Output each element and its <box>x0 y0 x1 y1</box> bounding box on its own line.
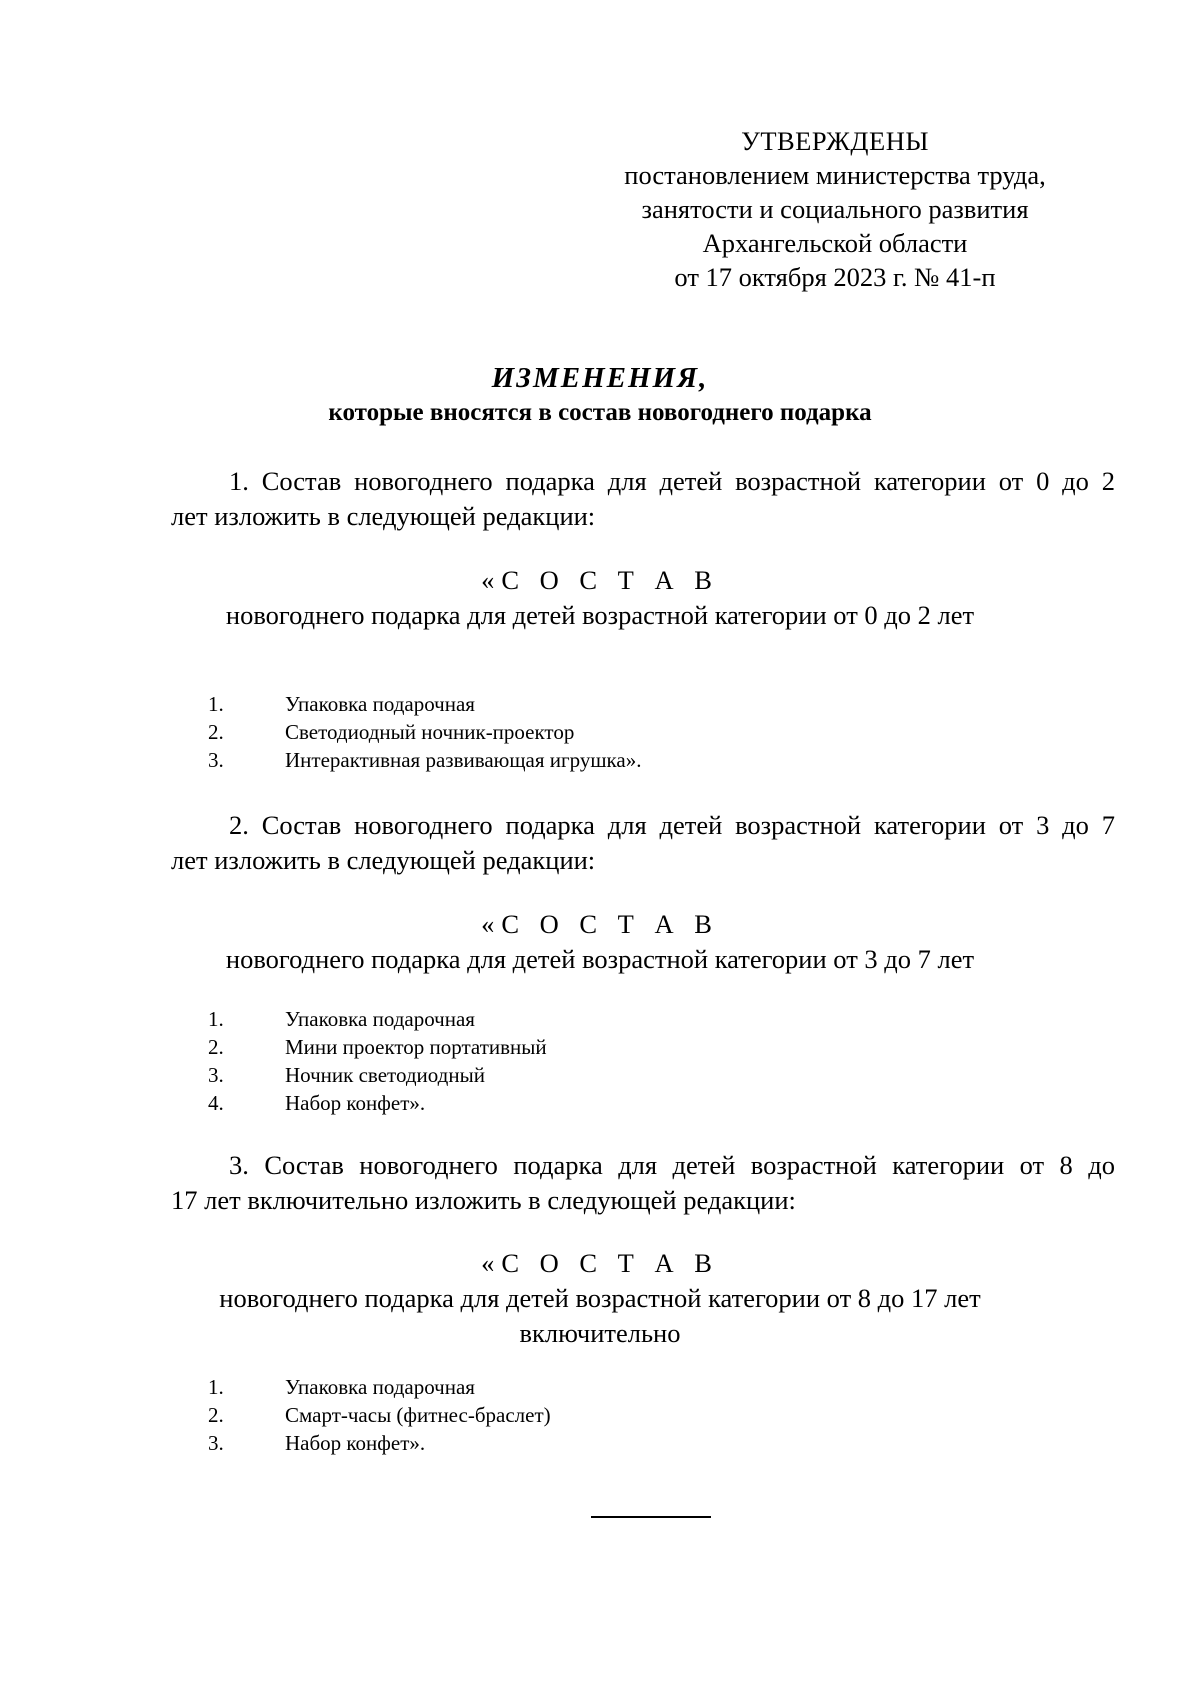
approval-line: Архангельской области <box>702 228 968 258</box>
item-text: Ночник светодиодный <box>285 1063 485 1087</box>
composition-subtitle: новогоднего подарка для детей возрастной категории от 0 до 2 лет <box>225 600 975 630</box>
item-text: Упаковка подарочная <box>285 1007 475 1031</box>
approval-line: постановлением министерства труда, <box>624 160 1046 190</box>
section-3-composition-heading <box>150 1246 1050 1351</box>
document-title: ИЗМЕНЕНИЯ, <box>491 362 709 394</box>
item-number: 2. <box>208 1403 224 1427</box>
item-text: Упаковка подарочная <box>285 692 475 716</box>
approval-title: УТВЕРЖДЕНЫ <box>741 126 929 156</box>
item-number: 3. <box>208 1431 224 1455</box>
paragraph-line: 2. Состав новогоднего подарка для детей возрастной категории от 3 до 7 <box>229 810 1115 840</box>
item-text: Набор конфет». <box>285 1431 426 1455</box>
end-of-document-rule <box>591 1516 711 1518</box>
list-item <box>0 690 1200 718</box>
approval-date-line: от 17 октября 2023 г. № 41-п <box>674 262 996 292</box>
item-number: 3. <box>208 748 224 772</box>
list-item <box>0 1005 1200 1033</box>
list-item <box>0 718 1200 746</box>
item-number: 1. <box>208 1007 224 1031</box>
item-text: Светодиодный ночник-проектор <box>285 720 575 744</box>
approval-line: занятости и социального развития <box>641 194 1029 224</box>
composition-subtitle: новогоднего подарка для детей возрастной категории от 3 до 7 лет <box>225 944 975 974</box>
composition-title: «С О С Т А В <box>481 1248 719 1278</box>
list-item <box>0 746 1200 774</box>
item-number: 2. <box>208 1035 224 1059</box>
list-item <box>0 1033 1200 1061</box>
item-number: 1. <box>208 1375 224 1399</box>
list-item <box>0 1373 1200 1401</box>
item-number: 4. <box>208 1091 224 1115</box>
item-number: 2. <box>208 720 224 744</box>
section-2-paragraph <box>171 808 1115 878</box>
composition-title: «С О С Т А В <box>481 565 719 595</box>
item-number: 3. <box>208 1063 224 1087</box>
item-text: Мини проектор портативный <box>285 1035 547 1059</box>
paragraph-line: лет изложить в следующей редакции: <box>171 845 596 875</box>
section-3-item-list <box>0 1373 1200 1457</box>
list-item <box>0 1429 1200 1457</box>
composition-title: «С О С Т А В <box>481 909 719 939</box>
paragraph-line: лет изложить в следующей редакции: <box>171 501 596 531</box>
document-subtitle: которые вносятся в состав новогоднего подарка <box>328 399 872 426</box>
section-1-composition-heading <box>150 563 1050 633</box>
item-text: Смарт-часы (фитнес-браслет) <box>285 1403 551 1427</box>
paragraph-line: 3. Состав новогоднего подарка для детей возрастной категории от 8 до <box>229 1150 1115 1180</box>
section-1-paragraph <box>171 464 1115 534</box>
section-2-composition-heading <box>150 907 1050 977</box>
item-text: Набор конфет». <box>285 1091 426 1115</box>
section-3-paragraph <box>171 1148 1115 1218</box>
paragraph-line: 17 лет включительно изложить в следующей редакции: <box>171 1185 796 1215</box>
approval-block <box>600 124 1070 294</box>
item-text: Интерактивная развивающая игрушка». <box>285 748 642 772</box>
section-2-item-list <box>0 1005 1200 1117</box>
composition-subtitle: новогоднего подарка для детей возрастной категории от 8 до 17 лет <box>219 1283 981 1313</box>
list-item <box>0 1089 1200 1117</box>
list-item <box>0 1061 1200 1089</box>
list-item <box>0 1401 1200 1429</box>
item-text: Упаковка подарочная <box>285 1375 475 1399</box>
item-number: 1. <box>208 692 224 716</box>
section-1-item-list <box>0 690 1200 774</box>
paragraph-line: 1. Состав новогоднего подарка для детей возрастной категории от 0 до 2 <box>229 466 1115 496</box>
composition-subtitle-continued: включительно <box>519 1318 681 1348</box>
